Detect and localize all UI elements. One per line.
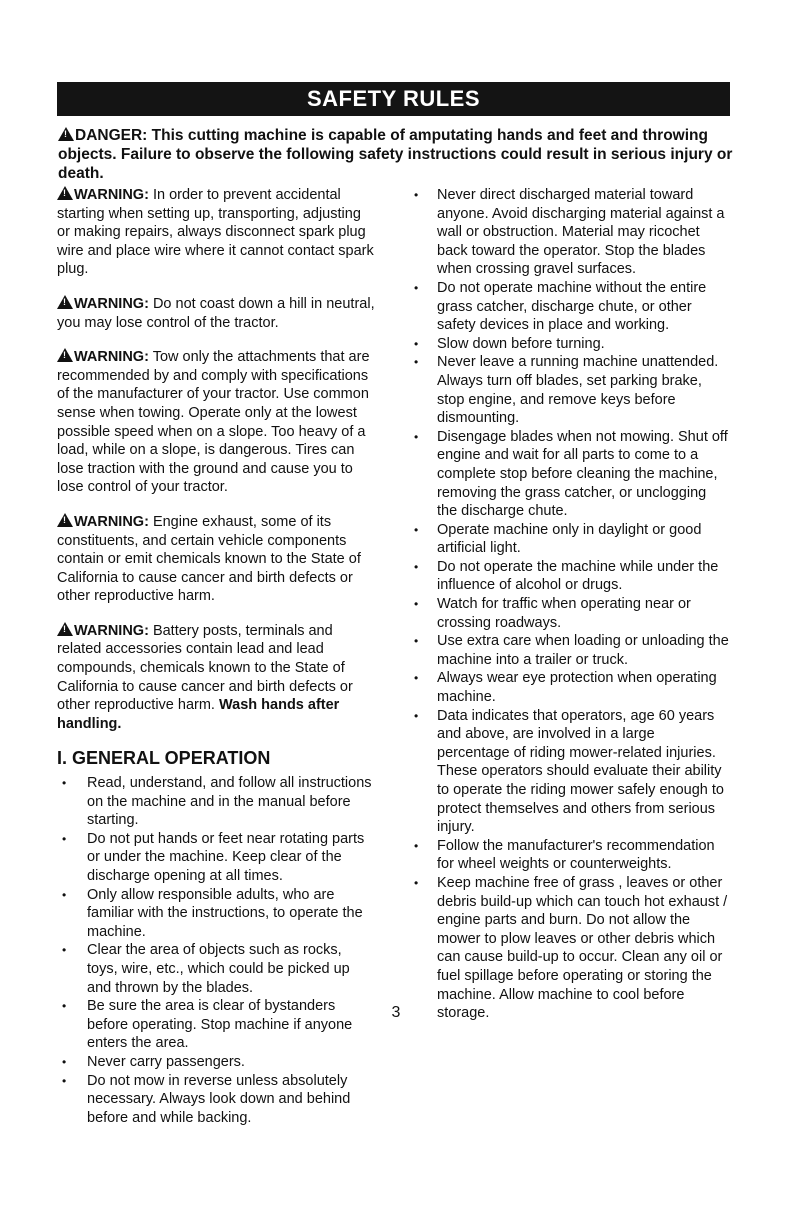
list-item: • Clear the area of objects such as rocks, toys, wire, etc., which could be picked up and thrown by the blades. xyxy=(57,941,375,997)
list-item: • Data indicates that operators, age 60 years and above, are involved in a large percentage of riding mower-related injuries. These operators should evaluate their ability to operate the riding mower safely enough to protect themselves and others from serious injury. xyxy=(412,707,730,837)
warning-text: Battery posts, terminals and related accessories contain lead and lead compounds, chemicals known to the State of California to cause cancer and birth defects or other reproductive harm. xyxy=(57,622,353,714)
list-item: • Follow the manufacturer's recommendation for wheel weights or counterweights. xyxy=(412,837,730,874)
list-item: • Never carry passengers. xyxy=(57,1053,375,1072)
warning-triangle-icon xyxy=(57,295,73,309)
warning-text: Tow only the attachments that are recommended by and comply with specifications of the manufacturer of your tractor. Use common sense when towing. Operate only at the lowest possible speed when on a slope. Too heavy of a load, while on a slope, is dangerous. Tires can lose traction with the ground and cause you to lose control of your tractor. xyxy=(57,349,370,496)
warning-label: WARNING: xyxy=(74,187,149,203)
warning-paragraph xyxy=(57,295,375,332)
warning-label: WARNING: xyxy=(74,349,149,366)
list-item: • Never leave a running machine unattended. Always turn off blades, set parking brake, stop engine, and remove keys before dismounting. xyxy=(412,353,730,427)
list-item: • Watch for traffic when operating near or crossing roadways. xyxy=(412,595,730,632)
warning-paragraph xyxy=(57,513,375,606)
warning-triangle-icon xyxy=(57,513,73,527)
danger-label: DANGER: xyxy=(75,127,148,144)
warning-label: WARNING: xyxy=(74,622,149,639)
warning-triangle-icon xyxy=(58,127,74,141)
warning-bold-tail: Wash hands after handling. xyxy=(57,697,340,732)
list-item: • Be sure the area is clear of bystanders before operating. Stop machine if anyone enters the area. xyxy=(57,997,375,1053)
warning-text: Engine exhaust, some of its constituents, and certain vehicle components contain or emit chemicals known to the State of California to cause cancer and birth defects or other reproductive harm. xyxy=(57,513,361,605)
section-banner: SAFETY RULES xyxy=(57,82,730,116)
warning-triangle-icon xyxy=(57,348,73,362)
danger-text: This cutting machine is capable of amputating hands and feet and throwing objects. Failure to observe the following safety instructions could result in serious injury or death. xyxy=(58,127,733,182)
list-item: • Slow down before turning. xyxy=(412,335,730,354)
list-item: • Use extra care when loading or unloading the machine into a trailer or truck. xyxy=(412,632,730,669)
warning-triangle-icon xyxy=(57,622,73,636)
warning-label: WARNING: xyxy=(74,513,149,530)
left-column xyxy=(57,186,375,1127)
warning-text: In order to prevent accidental starting when setting up, transporting, adjusting or making repairs, always disconnect spark plug wire and place wire where it cannot contact spark plug. xyxy=(57,187,374,278)
section-title: I. GENERAL OPERATION xyxy=(57,748,271,769)
list-item: • Do not put hands or feet near rotating parts or under the machine. Keep clear of the discharge opening at all times. xyxy=(57,830,375,886)
page-number: 3 xyxy=(391,1004,401,1021)
general-operation-list-right xyxy=(412,186,730,1023)
warning-text: Do not coast down a hill in neutral, you may lose control of the tractor. xyxy=(57,295,375,331)
list-item: • Operate machine only in daylight or good artificial light. xyxy=(412,521,730,558)
general-operation-list-left xyxy=(57,774,375,1127)
list-item: • Do not mow in reverse unless absolutely necessary. Always look down and behind before and while backing. xyxy=(57,1072,375,1128)
list-item: • Never direct discharged material toward anyone. Avoid discharging material against a wall or obstruction. Material may ricochet back toward the operator. Stop the blades when crossing gravel surfaces. xyxy=(412,186,730,279)
warning-paragraph xyxy=(57,622,375,734)
right-column xyxy=(412,186,730,1023)
warning-paragraph xyxy=(57,186,375,279)
list-item: • Always wear eye protection when operating machine. xyxy=(412,669,730,706)
list-item: • Do not operate the machine while under the influence of alcohol or drugs. xyxy=(412,558,730,595)
warning-triangle-icon xyxy=(57,186,73,200)
warning-label: WARNING: xyxy=(74,295,149,312)
list-item: • Read, understand, and follow all instructions on the machine and in the manual before starting. xyxy=(57,774,375,830)
list-item: • Do not operate machine without the entire grass catcher, discharge chute, or other safety devices in place and working. xyxy=(412,279,730,335)
list-item: • Disengage blades when not mowing. Shut off engine and wait for all parts to come to a complete stop before cleaning the machine, removing the grass catcher, or unclogging the discharge chute. xyxy=(412,428,730,521)
list-item: • Only allow responsible adults, who are familiar with the instructions, to operate the machine. xyxy=(57,886,375,942)
danger-statement xyxy=(58,126,734,183)
warning-paragraph xyxy=(57,348,375,497)
list-item: • Keep machine free of grass , leaves or other debris build-up which can touch hot exhaust / engine parts and burn. Do not allow the mower to plow leaves or other debris which can cause build-up to occur. Clean any oil or fuel spillage before operating or storing the machine. Allow machine to cool before storage. xyxy=(412,874,730,1023)
